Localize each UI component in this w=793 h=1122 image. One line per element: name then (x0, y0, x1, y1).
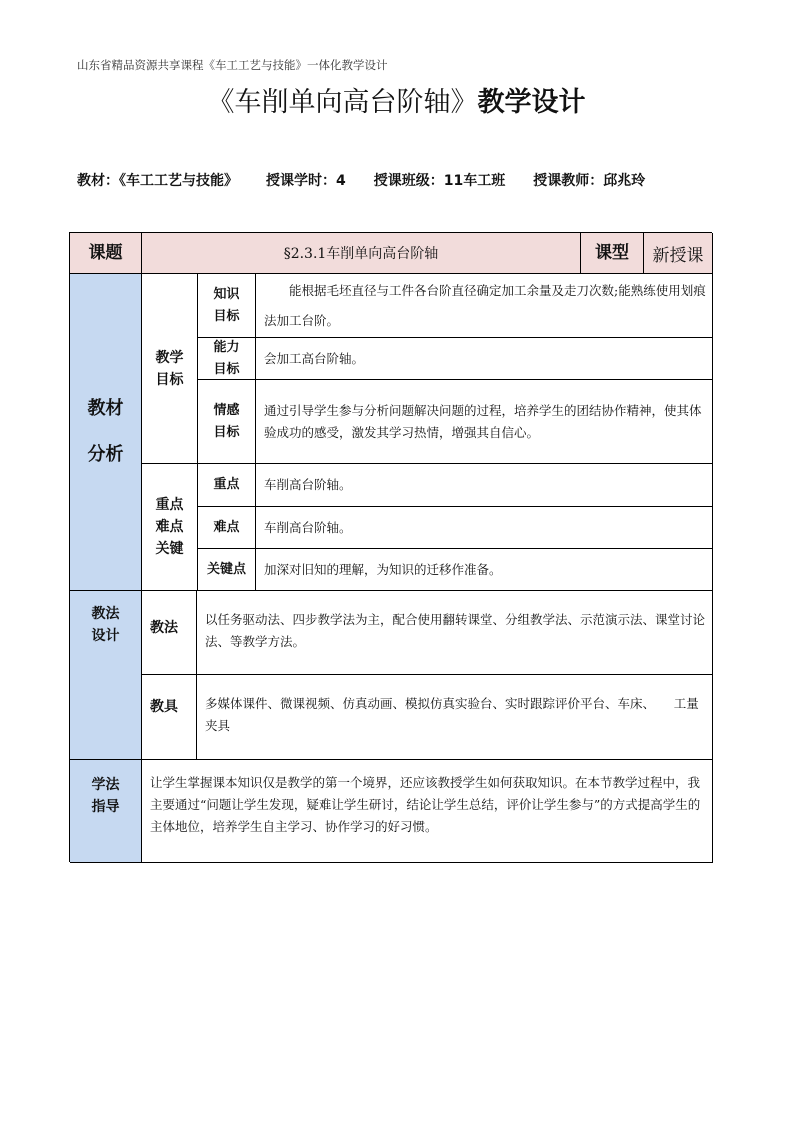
key-text-difficulty: 车削高台阶轴。 (256, 507, 713, 549)
meta-teacher: 授课教师：邱兆玲 (533, 173, 646, 189)
type-label: 课型 (581, 233, 644, 274)
method-label: 教法设计 (70, 591, 142, 760)
goal-label-emotion: 情感目标 (198, 380, 256, 464)
key-text-key: 加深对旧知的理解，为知识的迁移作准备。 (256, 549, 713, 591)
method-row-text-teaching: 以任务驱动法、四步教学法为主，配合使用翻转课堂、分组教学法、示范演示法、课堂讨论法、等教学方法。 (197, 591, 713, 675)
topic-label: 课题 (70, 233, 142, 274)
key-label-focus: 重点 (198, 464, 256, 507)
keys-label: 重点难点关键 (142, 464, 198, 591)
title-main: 《车削单向高台阶轴》 (207, 87, 478, 118)
goal-text-emotion: 通过引导学生参与分析问题解决问题的过程，培养学生的团结协作精神，使其体验成功的感受，激发其学习热情，增强其自信心。 (256, 380, 713, 464)
key-label-key: 关键点 (198, 549, 256, 591)
meta-hours: 授课学时：4 (266, 173, 346, 189)
course-meta (77, 170, 645, 190)
goal-label-knowledge: 知识目标 (198, 274, 256, 338)
key-text-focus: 车削高台阶轴。 (256, 464, 713, 507)
analysis-label-1: 教材 (87, 398, 124, 419)
page-title (0, 80, 793, 119)
running-header: 山东省精品资源共享课程《车工工艺与技能》一体化教学设计 (77, 58, 388, 72)
goals-label: 教学目标 (142, 274, 198, 464)
type-value: 新授课 (644, 233, 713, 274)
method-row-text-tools: 多媒体课件、微课视频、仿真动画、模拟仿真实验台、实时跟踪评价平台、车床、 工量夹具 (197, 675, 713, 760)
study-label: 学法指导 (70, 760, 142, 863)
goal-label-ability: 能力目标 (198, 338, 256, 380)
analysis-label-2: 分析 (87, 444, 124, 465)
topic-value: §2.3.1车削单向高台阶轴 (142, 233, 581, 274)
goal-text-ability: 会加工高台阶轴。 (256, 338, 713, 380)
goal-text-knowledge: 能根据毛坯直径与工件各台阶直径确定加工余量及走刀次数;能熟练使用划痕法加工台阶。 (256, 274, 713, 338)
study-text: 让学生掌握课本知识仅是教学的第一个境界，还应该教授学生如何获取知识。在本节教学过程中，我主要通过“问题让学生发现，疑难让学生研讨，结论让学生总结，评价让学生参与”的方式提高学生的主体地位，培养学生自主学习、协作学习的好习惯。 (142, 760, 713, 863)
method-row-label-tools: 教具 (142, 675, 197, 760)
method-row-label-teaching: 教法 (142, 591, 197, 675)
analysis-label (70, 274, 142, 591)
key-label-difficulty: 难点 (198, 507, 256, 549)
meta-textbook: 教材：《车工工艺与技能》 (77, 173, 238, 189)
lesson-plan-table (69, 232, 712, 862)
meta-class: 授课班级：11车工班 (373, 173, 506, 189)
title-suffix: 教学设计 (477, 87, 586, 118)
